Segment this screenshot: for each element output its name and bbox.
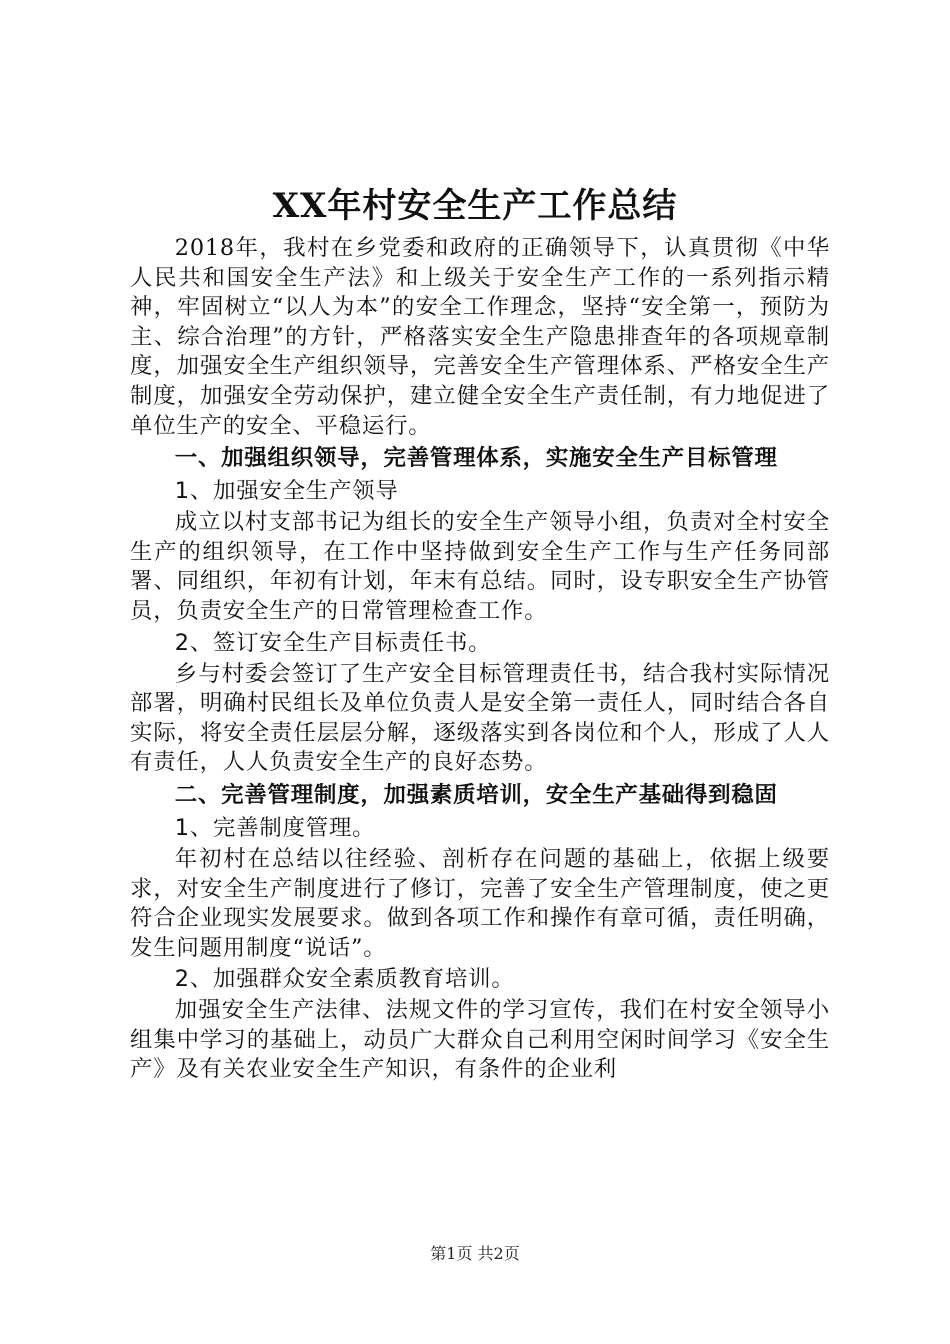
body-paragraph: 2018年，我村在乡党委和政府的正确领导下，认真贯彻《中华人民共和国安全生产法》和上级关于安全生产工作的一系列指示精神，牢固树立“以人为本”的安全工作理念，坚持“安全第一，预防为主、综合治理”的方针，严格落实安全生产隐患排查年的各项规章制度，加强安全生产组织领导，完善安全生产管理体系、严格安全生产制度，加强安全劳动保护，建立健全安全生产责任制，有力地促进了单位生产的安全、平稳运行。 (130, 235, 830, 439)
body-paragraph: 成立以村支部书记为组长的安全生产领导小组，负责对全村安全生产的组织领导，在工作中坚持做到安全生产工作与生产任务同部署、同组织，年初有计划，年末有总结。同时，设专职安全生产协管员，负责安全生产的日常管理检查工作。 (130, 509, 830, 624)
subsection-heading: 2、加强群众安全素质教育培训。 (174, 966, 515, 993)
subsection-heading: 2、签订安全生产目标责任书。 (174, 629, 492, 656)
document-body (130, 234, 830, 1085)
section-heading: 二、完善管理制度，加强素质培训，安全生产基础得到稳固 (174, 781, 778, 808)
document-title: XX年村安全生产工作总结 (272, 186, 678, 226)
body-paragraph: 乡与村委会签订了生产安全目标管理责任书，结合我村实际情况部署，明确村民组长及单位负责人是安全第一责任人，同时结合各自实际，将安全责任层层分解，逐级落实到各岗位和个人，形成了人人有责任，人人负责安全生产的良好态势。 (130, 660, 830, 776)
page-footer: 第1页 共2页 (430, 1244, 520, 1263)
body-paragraph: 加强安全生产法律、法规文件的学习宣传，我们在村安全领导小组集中学习的基础上，动员广大群众自己利用空闲时间学习《安全生产》及有关农业安全生产知识，有条件的企业利 (130, 997, 830, 1083)
body-paragraph: 年初村在总结以往经验、剖析存在问题的基础上，依据上级要求，对安全生产制度进行了修订，完善了安全生产管理制度，使之更符合企业现实发展要求。做到各项工作和操作有章可循，责任明确，发生问题用制度“说话”。 (130, 845, 830, 961)
subsection-heading: 1、加强安全生产领导 (174, 478, 399, 505)
section-heading: 一、加强组织领导，完善管理体系，实施安全生产目标管理 (174, 445, 778, 472)
subsection-heading: 1、完善制度管理。 (174, 814, 376, 841)
